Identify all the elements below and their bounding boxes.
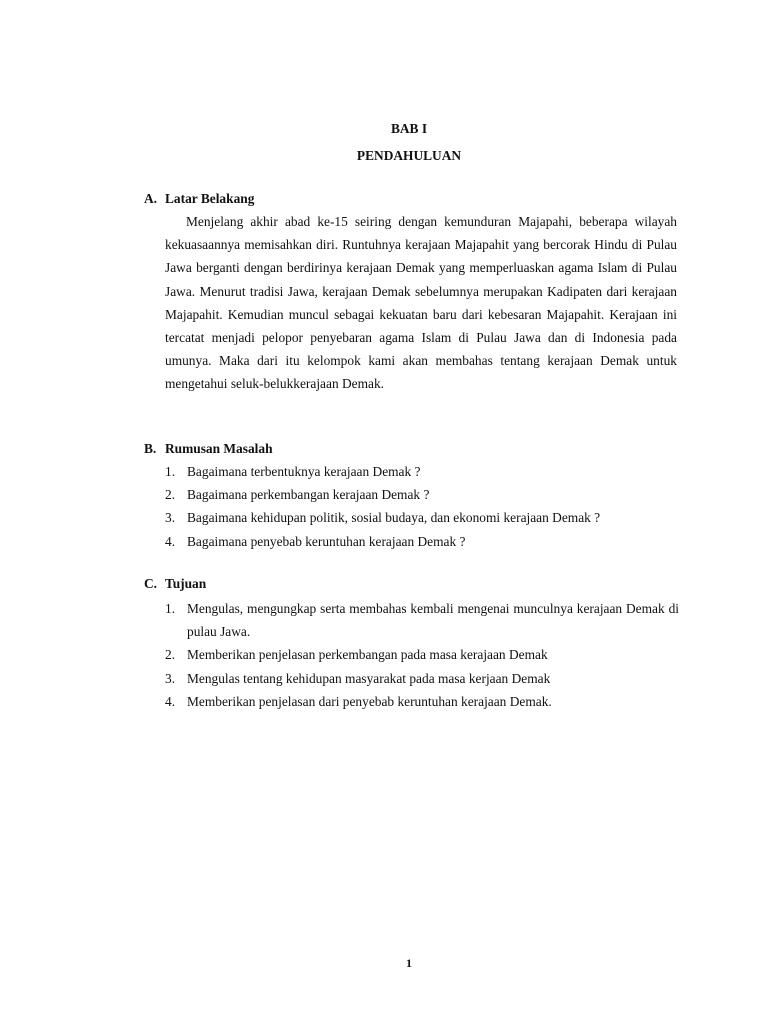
list-item-text: Mengulas tentang kehidupan masyarakat pada masa kerjaan Demak [187,670,551,686]
tujuan-list [165,597,679,713]
list-item-text: Bagaimana kehidupan politik, sosial budaya, dan ekonomi kerajaan Demak ? [187,510,601,526]
chapter-title: PENDAHULUAN [356,148,462,163]
list-item-text: Memberikan penjelasan dari penyebab keruntuhan kerajaan Demak. [187,693,552,709]
list-item-number: 2. [165,647,176,663]
list-item [165,597,679,643]
list-item-text: Bagaimana perkembangan kerajaan Demak ? [187,487,430,503]
rumusan-masalah-list [165,460,679,553]
chapter-number: BAB I [390,121,428,136]
page-number: 1 [406,956,412,970]
list-item-number: 4. [165,533,176,549]
list-item-number: 4. [165,693,176,709]
list-item [165,506,679,529]
list-item [165,643,679,666]
section-letter: A. [144,191,158,206]
list-item-text: Mengulas, mengungkap serta membahas kembali mengenai munculnya kerajaan Demak di pulau Jawa. [187,601,679,640]
list-item [165,690,679,713]
list-item-number: 3. [165,510,176,526]
list-item-text: Memberikan penjelasan perkembangan pada masa kerajaan Demak [187,647,548,663]
list-item [165,483,679,506]
list-item-text: Bagaimana terbentuknya kerajaan Demak ? [187,464,421,479]
list-item [165,667,679,690]
section-letter: B. [144,441,157,456]
list-item-number: 1. [165,601,176,616]
section-heading-latar-belakang [144,191,254,207]
section-heading-tujuan [144,576,206,592]
list-item-number: 1. [165,464,176,479]
section-title: Rumusan Masalah [165,441,273,456]
section-letter: C. [144,576,158,591]
section-title: Latar Belakang [165,191,255,206]
list-item [165,460,679,483]
section-heading-rumusan-masalah [144,441,273,457]
list-item-number: 3. [165,670,176,686]
list-item [165,530,679,553]
list-item-number: 2. [165,487,176,503]
section-title: Tujuan [165,576,207,591]
list-item-text: Bagaimana penyebab keruntuhan kerajaan Demak ? [187,533,466,549]
latar-belakang-paragraph: Menjelang akhir abad ke-15 seiring dengan kemunduran Majapahi, beberapa wilayah kekuasaannya memisahkan diri. Runtuhnya kerajaan Majapahit yang bercorak Hindu di Pulau Jawa berganti dengan berdirinya kerajaan Demak yang memperluaskan agama Islam di Pulau Jawa. Menurut tradisi Jawa, kerajaan Demak sebelumnya merupakan Kadipaten dari kerajaan Majapahit. Kemudian muncul sebagai kekuatan baru dari kebesaran Majapahit. Kerajaan ini tercatat menjadi pelopor penyebaran agama Islam di Pulau Jawa dan di Indonesia pada umunya. Maka dari itu kelompok kami akan membahas tentang kerajaan Demak untuk mengetahui seluk-belukkerajaan Demak. [165,214,677,392]
